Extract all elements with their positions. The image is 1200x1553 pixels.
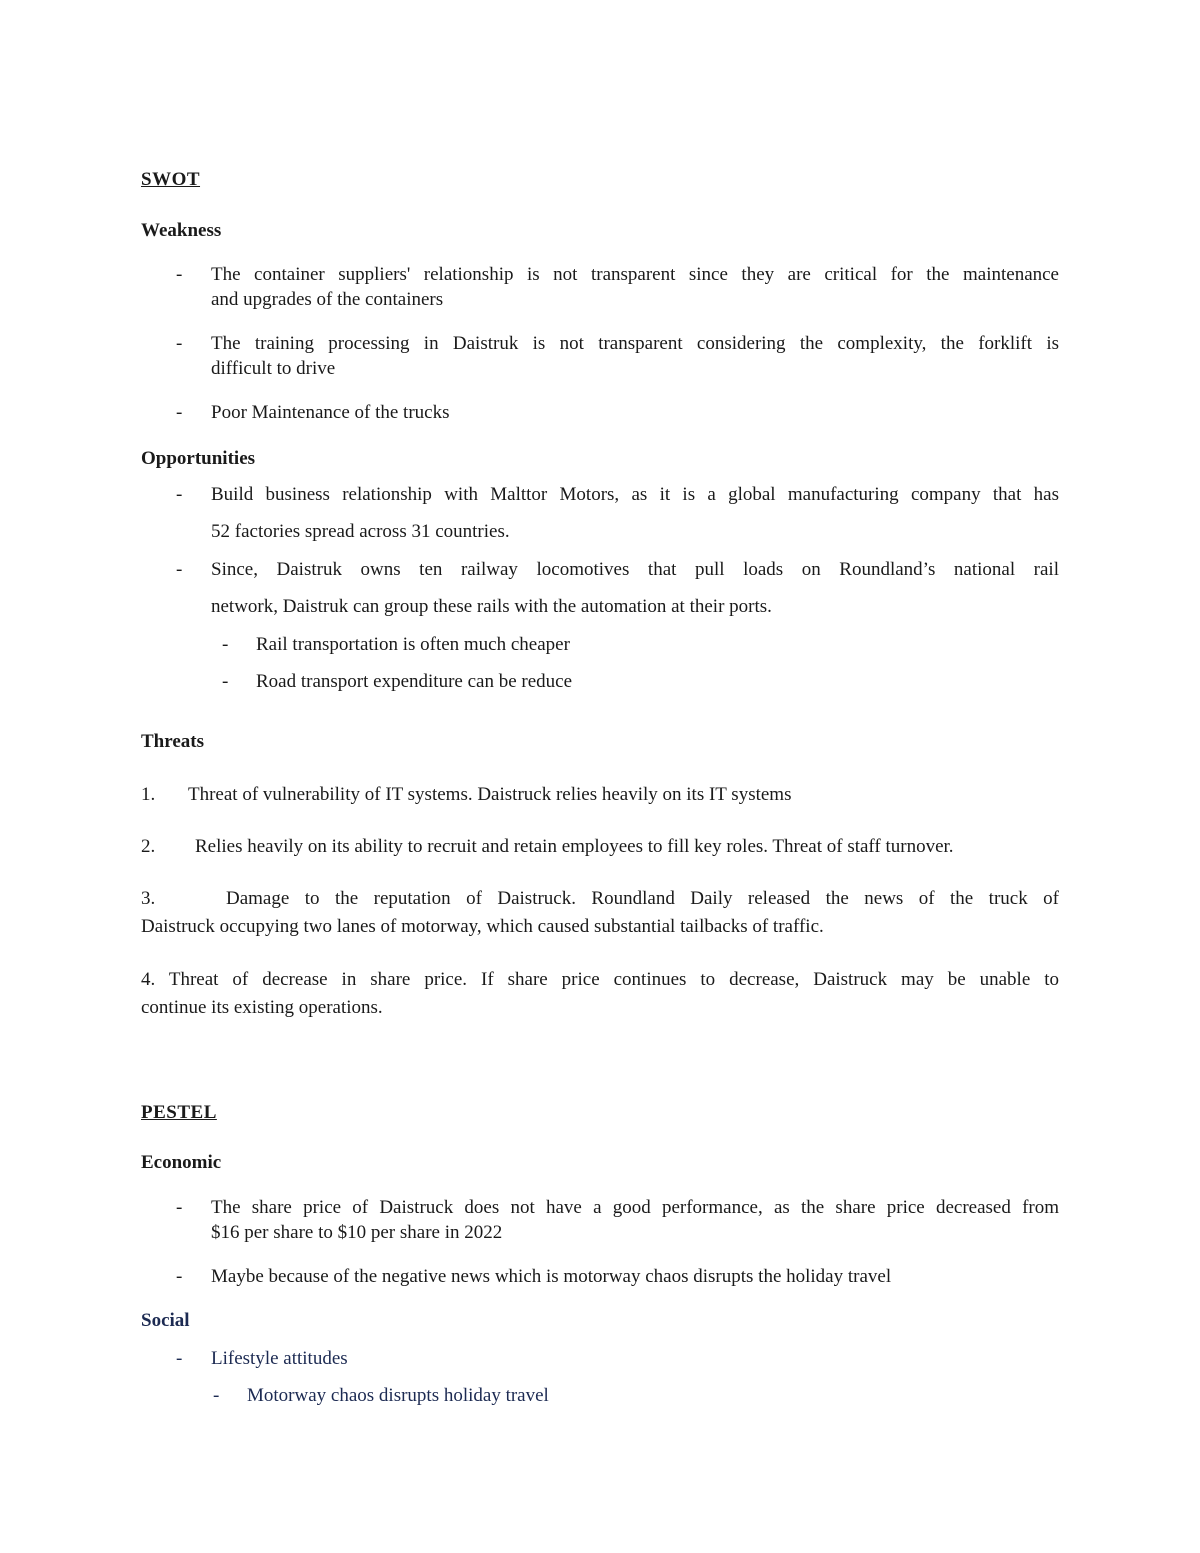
sublist-item: Rail transportation is often much cheaper [256,634,570,655]
list-item [211,400,1059,425]
list-item-line: The share price of Daistruck does not have a good performance, as the share price decreased from [211,1197,1059,1218]
threats-heading: Threats [141,731,204,752]
list-item-line: The training processing in Daistruk is not transparent considering the complexity, the forklift is [211,333,1059,354]
threat-number: 2. [141,836,156,857]
list-item-line: difficult to drive [211,358,336,379]
threat-item-line: continue its existing operations. [141,997,383,1018]
list-item-line: network, Daistruk can group these rails with the automation at their ports. [211,596,772,617]
sublist-item: Motorway chaos disrupts holiday travel [247,1385,549,1406]
list-marker: - [176,333,183,354]
opportunities-heading: Opportunities [141,448,256,469]
sublist-marker: - [222,634,229,655]
list-item [211,557,1059,619]
list-item-line: and upgrades of the containers [211,289,444,310]
threat-item-line: 4. Threat of decrease in share price. If share price continues to decrease, Daistruck may be unable to [141,969,1059,990]
threat-item-line: Daistruck occupying two lanes of motorway, which caused substantial tailbacks of traffic. [141,916,824,937]
list-marker: - [176,484,183,505]
list-item-line: Build business relationship with Malttor Motors, as it is a global manufacturing company that has [211,484,1059,505]
sublist-marker: - [222,671,229,692]
list-marker: - [176,1348,183,1369]
list-item [211,1264,1059,1289]
list-item-line: Since, Daistruk owns ten railway locomotives that pull loads on Roundland’s national rail [211,559,1059,580]
threat-number: 3. [141,888,156,909]
list-marker: - [176,1266,183,1287]
list-item-line: Maybe because of the negative news which is motorway chaos disrupts the holiday travel [211,1266,892,1287]
threat-item: Relies heavily on its ability to recruit and retain employees to fill key roles. Threat of staff turnover. [195,836,954,857]
threat-item-line: Damage to the reputation of Daistruck. Roundland Daily released the news of the truck of [226,888,1059,909]
list-item-line: $16 per share to $10 per share in 2022 [211,1222,503,1243]
list-item-line: The container suppliers' relationship is not transparent since they are critical for the maintenance [211,264,1059,285]
list-item-line: 52 factories spread across 31 countries. [211,521,510,542]
sublist-item: Road transport expenditure can be reduce [256,671,573,692]
list-item [211,331,1059,381]
sublist-marker: - [213,1385,220,1406]
list-marker: - [176,559,183,580]
list-marker: - [176,264,183,285]
weakness-heading: Weakness [141,220,222,241]
swot-title: SWOT [141,169,201,190]
list-item: Lifestyle attitudes [211,1348,348,1369]
threat-number: 1. [141,784,156,805]
list-marker: - [176,402,183,423]
economic-heading: Economic [141,1152,222,1173]
list-item-line: Poor Maintenance of the trucks [211,402,450,423]
threat-item: Threat of vulnerability of IT systems. Daistruck relies heavily on its IT systems [188,784,792,805]
social-heading: Social [141,1310,190,1331]
list-item [211,262,1059,312]
pestel-title: PESTEL [141,1102,217,1123]
list-marker: - [176,1197,183,1218]
list-item [211,482,1059,544]
list-item [211,1195,1059,1245]
